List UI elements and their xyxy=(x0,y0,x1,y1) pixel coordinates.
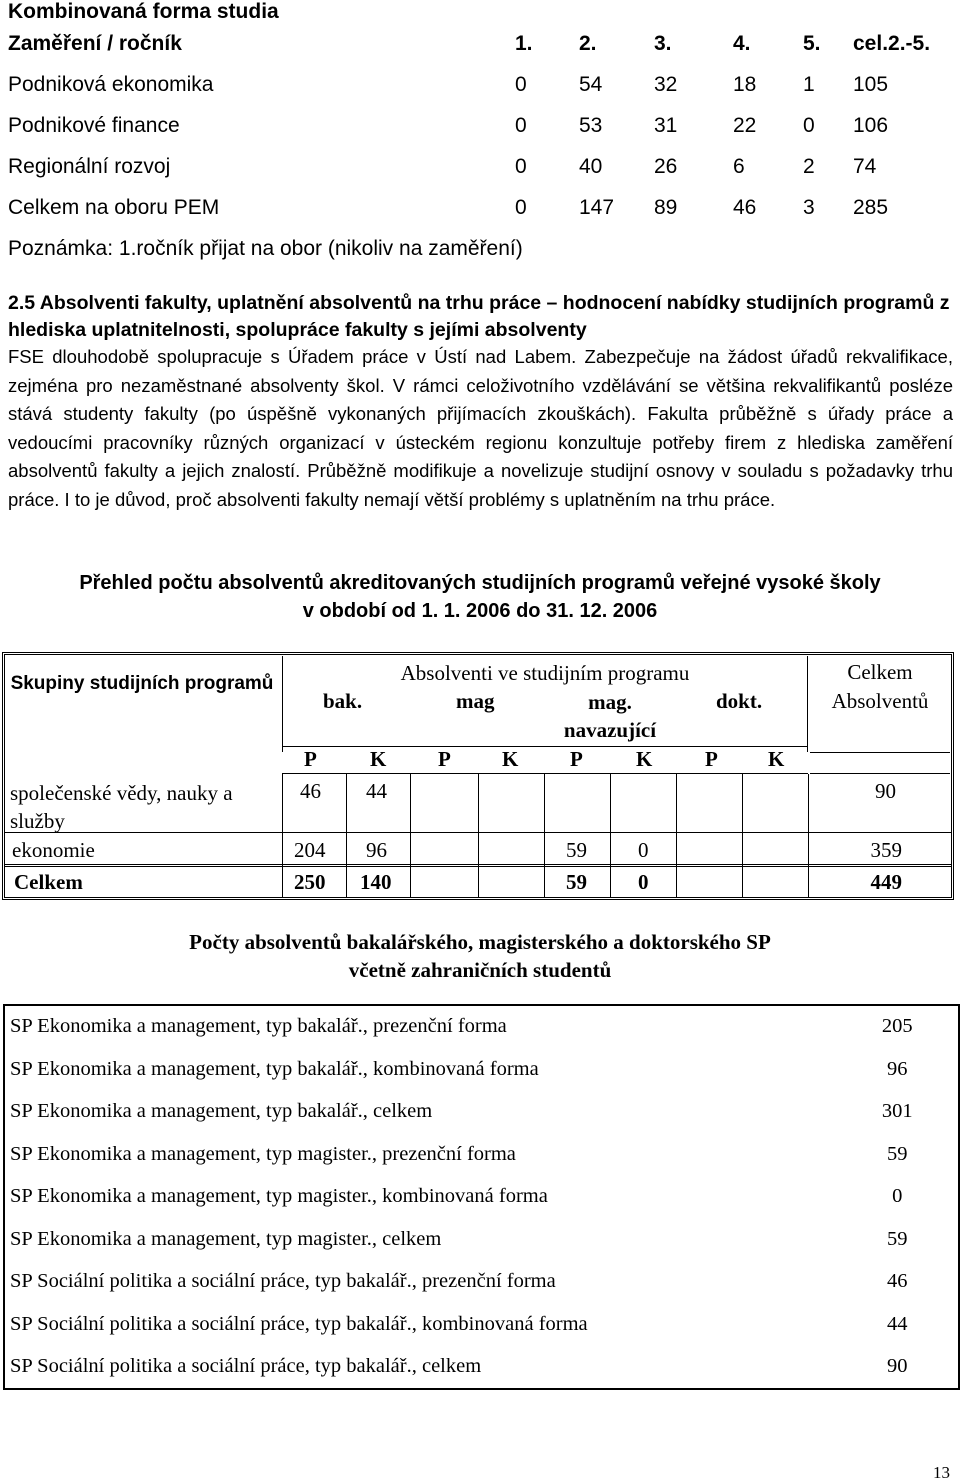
table2-cell: 204 xyxy=(294,838,326,862)
table2-caption xyxy=(0,569,960,625)
table2-sub-magnav: mag. navazující xyxy=(563,690,657,742)
table3-count: 0 xyxy=(836,1176,959,1219)
table1-cell: 1 xyxy=(803,72,815,96)
table1-cell: 89 xyxy=(654,195,678,219)
study-table-combined xyxy=(8,0,933,269)
grid-line xyxy=(544,774,545,898)
table1-cell: 0 xyxy=(515,154,527,178)
table2-total-name: Celkem xyxy=(14,870,83,894)
table2-cell: 0 xyxy=(638,838,649,862)
table2-pk-row xyxy=(282,746,808,774)
table3-count: 59 xyxy=(836,1133,959,1176)
table-row xyxy=(4,1218,959,1261)
table1-cell: 105 xyxy=(853,72,889,96)
grid-line xyxy=(676,774,677,898)
table1-cell: 3 xyxy=(803,195,815,219)
table2-total-value: 449 xyxy=(870,870,902,894)
table1-cell: 0 xyxy=(803,113,815,137)
table3-count: 301 xyxy=(836,1091,959,1134)
table1-header-cell: Zaměření / ročník xyxy=(8,32,182,55)
table3-program: SP Ekonomika a management, typ magister., kombinovaná forma xyxy=(4,1176,836,1219)
table1-header-cell: 3. xyxy=(654,32,672,55)
table3-program: SP Sociální politika a sociální práce, typ bakalář., prezenční forma xyxy=(4,1261,836,1304)
table1-header-cell: 2. xyxy=(579,32,597,55)
table2-cell: 96 xyxy=(366,838,387,862)
table3-count: 205 xyxy=(836,1005,959,1048)
table2-cell: 59 xyxy=(566,838,587,862)
table3-count: 44 xyxy=(836,1303,959,1346)
graduates-by-program-table xyxy=(3,1004,960,1390)
table-row xyxy=(4,1091,959,1134)
table2-pk-cell: P xyxy=(705,747,718,771)
table-row xyxy=(8,64,933,105)
table2-cell-total: 359 xyxy=(870,838,902,862)
grid-line xyxy=(610,774,611,898)
table3-program: SP Ekonomika a management, typ bakalář., prezenční forma xyxy=(4,1005,836,1048)
table1-cell: Celkem na oboru PEM xyxy=(8,195,220,219)
table3-caption xyxy=(0,928,960,984)
table3-program: SP Sociální politika a sociální práce, typ bakalář., kombinovaná forma xyxy=(4,1303,836,1346)
table2-total-cell: 140 xyxy=(360,870,392,894)
table1-cell: 32 xyxy=(654,72,678,96)
table-row xyxy=(4,1346,959,1389)
table2-row-name: ekonomie xyxy=(12,838,95,862)
table1-header-cell: 1. xyxy=(515,32,533,55)
table2-caption-line: v období od 1. 1. 2006 do 31. 12. 2006 xyxy=(302,600,658,622)
table1-header-cell: 5. xyxy=(803,32,821,55)
table-row xyxy=(4,1261,959,1304)
grid-line xyxy=(282,774,283,898)
table-row xyxy=(8,146,933,187)
table3-caption-line: Počty absolventů bakalářského, magisterského a doktorského SP xyxy=(189,930,771,954)
table1-cell: 40 xyxy=(579,154,603,178)
table3-count: 46 xyxy=(836,1261,959,1304)
table-row xyxy=(4,1133,959,1176)
table2-sub-mag: mag xyxy=(456,689,495,713)
table2-pk-cell: K xyxy=(636,747,653,771)
table-row xyxy=(4,1048,959,1091)
grid-line xyxy=(410,774,411,898)
table2-caption-line: Přehled počtu absolventů akreditovaných studijních programů veřejné vysoké školy xyxy=(79,572,881,594)
table2-cell: 46 xyxy=(300,779,321,803)
table1-header-cell: cel.2.-5. xyxy=(853,32,931,55)
table2-pk-cell: K xyxy=(502,747,519,771)
table1-cell: 2 xyxy=(803,154,815,178)
section-heading: 2.5 Absolventi fakulty, uplatnění absolventů na trhu práce – hodnocení nabídky studijních programů z hlediska uplatnitelnosti, spolupráce fakulty s jejími absolventy xyxy=(8,292,950,341)
table-row xyxy=(4,1176,959,1219)
table2-total-cell: 59 xyxy=(566,870,587,894)
table1-cell: 0 xyxy=(515,195,527,219)
table1-cell: 147 xyxy=(579,195,615,219)
table2-header-group: Skupiny studijních programů xyxy=(10,673,274,694)
table1-cell: 22 xyxy=(733,113,757,137)
grid-line xyxy=(742,774,743,898)
table3-program: SP Sociální politika a sociální práce, typ bakalář., celkem xyxy=(4,1346,836,1389)
table3-caption-line: včetně zahraničních studentů xyxy=(348,958,612,982)
table1-cell: 31 xyxy=(654,113,678,137)
table2-sub-dokt: dokt. xyxy=(716,689,763,713)
table3-program: SP Ekonomika a management, typ magister., prezenční forma xyxy=(4,1133,836,1176)
grid-line xyxy=(808,774,809,898)
grid-line xyxy=(346,774,347,898)
table1-cell: 26 xyxy=(654,154,678,178)
table1-cell: 285 xyxy=(853,195,889,219)
table3-program: SP Ekonomika a management, typ magister., celkem xyxy=(4,1218,836,1261)
table1-header-row xyxy=(8,24,933,64)
table2-pk-cell: K xyxy=(370,747,387,771)
table1-cell: Regionální rozvoj xyxy=(8,154,171,178)
table3-count: 96 xyxy=(836,1048,959,1091)
table1-note: Poznámka: 1.ročník přijat na obor (nikoliv na zaměření) xyxy=(8,236,523,260)
table1-cell: 0 xyxy=(515,72,527,96)
table3-program: SP Ekonomika a management, typ bakalář., kombinovaná forma xyxy=(4,1048,836,1091)
table1-cell: 6 xyxy=(733,154,745,178)
table2-header-absolventi: Absolventi ve studijním programu xyxy=(400,661,690,685)
table1-cell: Podnikové finance xyxy=(8,113,180,137)
table2-total-cell: 250 xyxy=(294,870,326,894)
table2-pk-cell: P xyxy=(438,747,451,771)
table1-cell: 18 xyxy=(733,72,757,96)
table2-header-celkem: Celkem Absolventů xyxy=(831,660,929,713)
table2-pk-cell: P xyxy=(570,747,583,771)
table1-cell: Podniková ekonomika xyxy=(8,72,214,96)
graduates-table xyxy=(0,652,960,902)
table2-pk-cell: P xyxy=(304,747,317,771)
table1-title: Kombinovaná forma studia xyxy=(8,0,279,23)
table1-cell: 54 xyxy=(579,72,603,96)
table1-cell: 46 xyxy=(733,195,757,219)
table2-sub-bak: bak. xyxy=(323,689,363,713)
table2-cell-total: 90 xyxy=(875,779,896,803)
table1-cell: 0 xyxy=(515,113,527,137)
table-row xyxy=(8,105,933,146)
table3-count: 59 xyxy=(836,1218,959,1261)
grid-line xyxy=(5,866,951,867)
page-number: 13 xyxy=(933,1463,950,1482)
table1-cell: 74 xyxy=(853,154,877,178)
table2-row-name: společenské vědy, nauky a služby xyxy=(10,781,233,833)
table-row xyxy=(4,1303,959,1346)
table2-total-cell: 0 xyxy=(638,870,649,894)
table2-cell: 44 xyxy=(366,779,387,803)
table1-header-cell: 4. xyxy=(733,32,751,55)
table1-cell: 53 xyxy=(579,113,603,137)
table3-program: SP Ekonomika a management, typ bakalář., celkem xyxy=(4,1091,836,1134)
table1-note-row xyxy=(8,228,933,269)
table3-count: 90 xyxy=(836,1346,959,1389)
grid-line xyxy=(5,864,951,865)
section-body: FSE dlouhodobě spolupracuje s Úřadem práce v Ústí nad Labem. Zabezpečuje na žádost úřadů rekvalifikace, zejména pro nezaměstnané absolventy škol. V rámci celoživotního vzdělávání se většina rekvalifikantů posléze stává studenty fakulty (po úspěšně vykonaných přijímacích zkouškách). Fakulta průběžně s úřady práce a vedoucími pracovníky různých organizací v ústeckém regionu konzultuje potřeby firem z hlediska zaměření absolventů fakulty a jejich znalostí. Průběžně modifikuje a novelizuje studijní osnovy v souladu s požadavky trhu práce. I to je důvod, proč absolventi fakulty nemají větší problémy s uplatněním na trhu práce. xyxy=(8,346,953,510)
table-row xyxy=(8,187,933,228)
grid-line xyxy=(478,774,479,898)
table2-pk-cell: K xyxy=(768,747,785,771)
table-row xyxy=(4,1005,959,1048)
table1-cell: 106 xyxy=(853,113,889,137)
table2-celkem-box xyxy=(810,752,950,774)
